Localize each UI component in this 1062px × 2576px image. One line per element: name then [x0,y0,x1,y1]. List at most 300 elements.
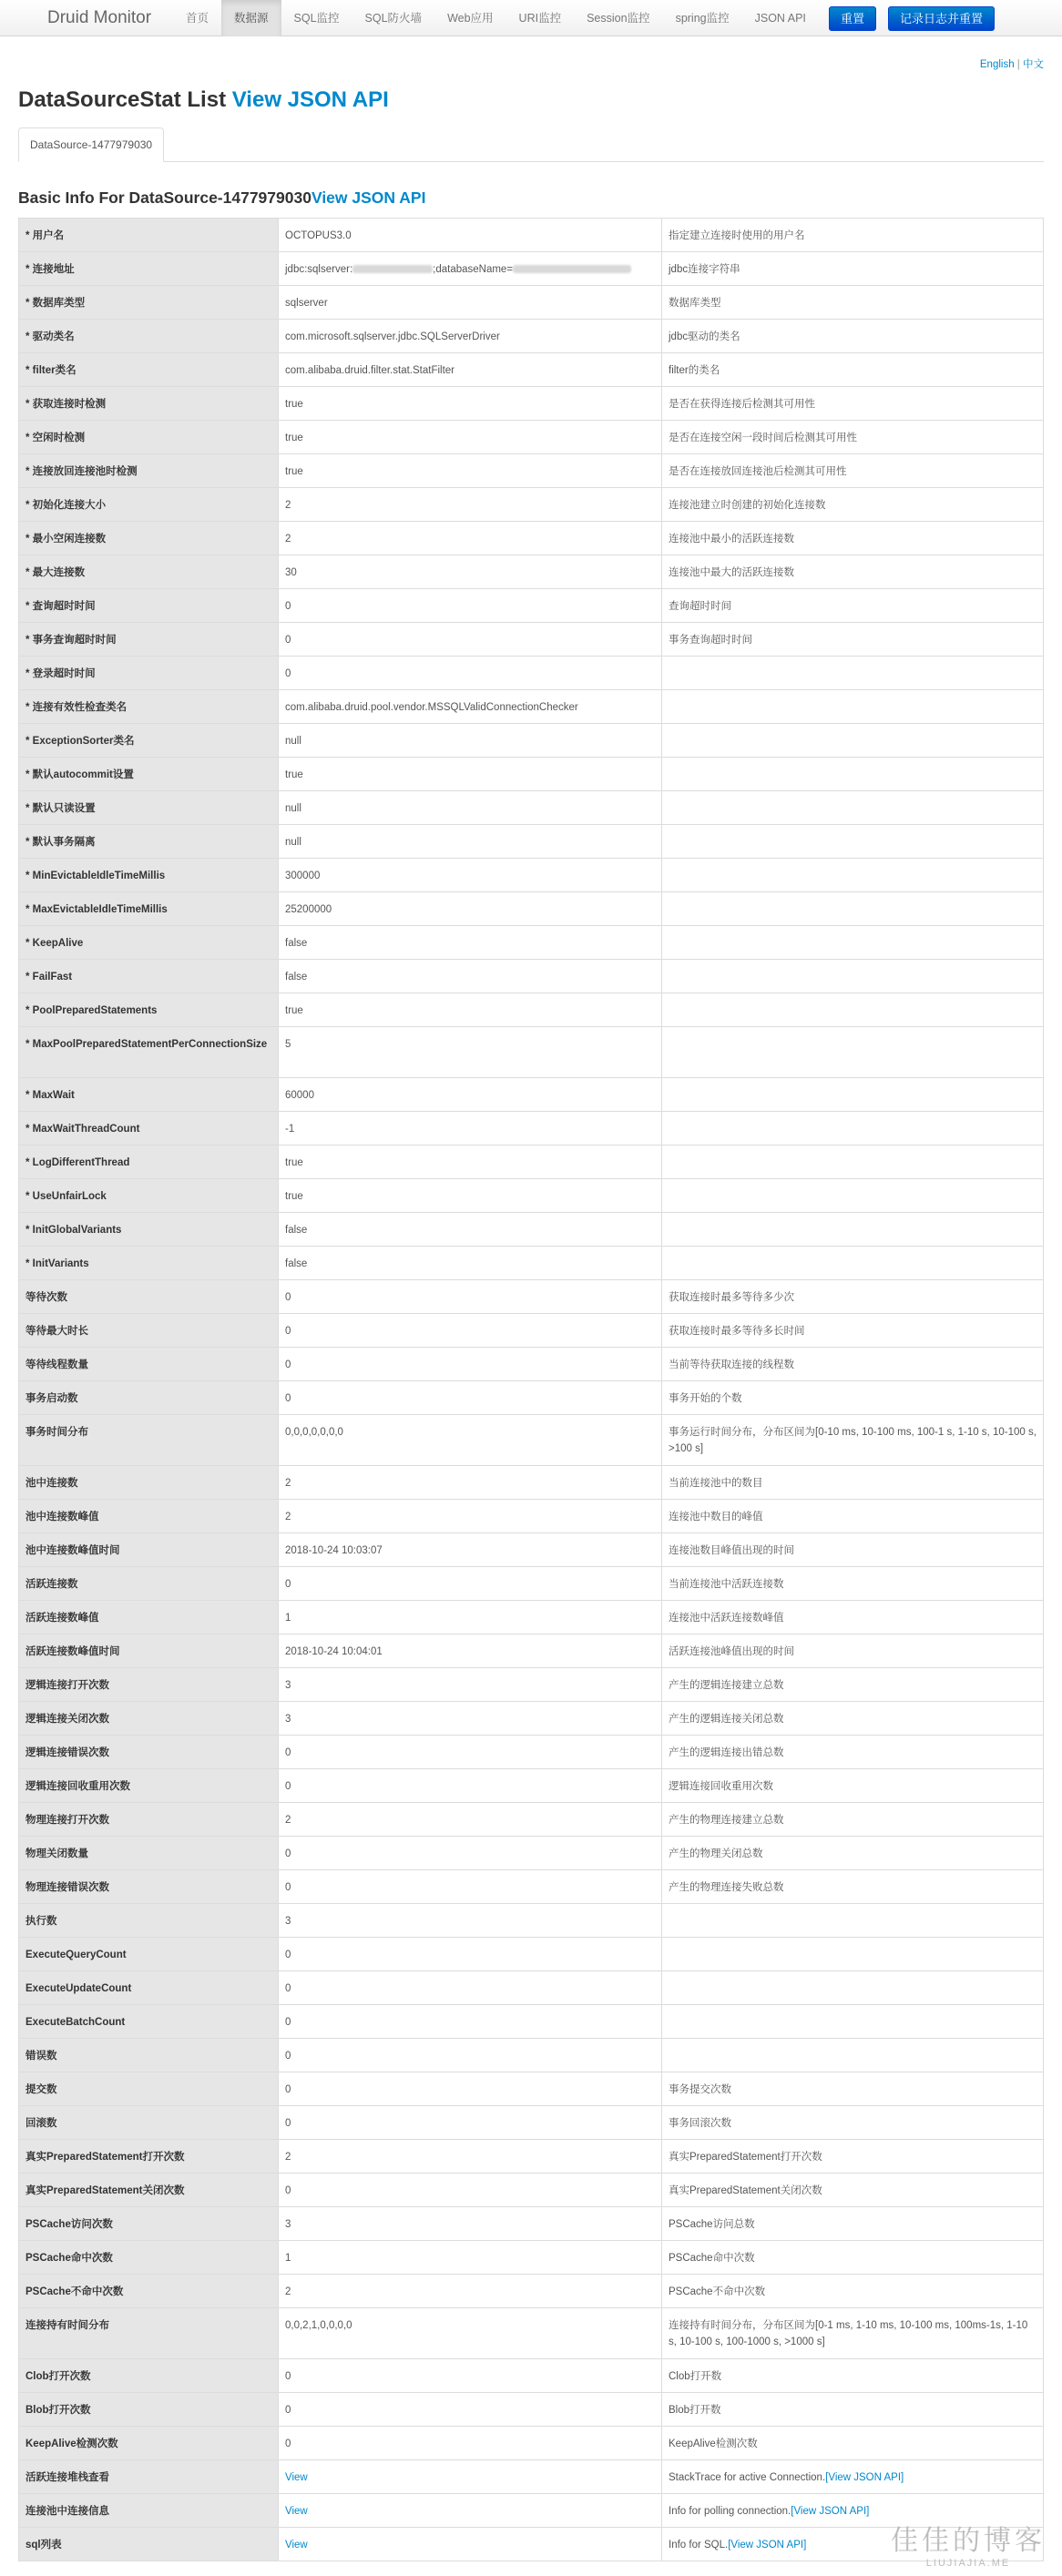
row-key: * FailFast [19,960,279,993]
table-row [19,1466,1044,1500]
table-row [19,1027,1044,1078]
main-nav [173,0,819,36]
row-description: 事务运行时间分布，分布区间为[0-10 ms, 10-100 ms, 100-1 s, 1-10 s, 10-100 s, >100 s] [662,1415,1044,1466]
row-value: 0 [279,2359,662,2393]
row-value: 1 [279,1601,662,1634]
table-row [19,1870,1044,1904]
table-row [19,690,1044,724]
table-row [19,1348,1044,1381]
row-key: * 查询超时时间 [19,589,279,623]
row-key: * MaxPoolPreparedStatementPerConnectionSize [19,1027,279,1078]
row-value: true [279,993,662,1027]
nav-item-4[interactable]: Web应用 [447,12,494,25]
row-value: 25200000 [279,892,662,926]
row-key: 活跃连接数峰值时间 [19,1634,279,1668]
row-key: Blob打开次数 [19,2393,279,2427]
row-value: true [279,454,662,488]
row-key: * 获取连接时检测 [19,387,279,421]
table-row [19,724,1044,758]
row-description: Blob打开数 [662,2393,1044,2427]
row-value [279,2460,662,2494]
row-description: 逻辑连接回收重用次数 [662,1769,1044,1803]
desc-text: Info for polling connection. [669,2506,791,2517]
table-row [19,522,1044,555]
view-link[interactable]: View [285,2540,308,2551]
row-value: false [279,1213,662,1247]
row-value: 30 [279,555,662,589]
row-key: * KeepAlive [19,926,279,960]
table-row [19,2241,1044,2275]
row-key: 逻辑连接关闭次数 [19,1702,279,1736]
row-description: 产生的物理关闭总数 [662,1837,1044,1870]
row-description: jdbc驱动的类名 [662,320,1044,353]
url-prefix: jdbc:sqlserver: [285,264,353,275]
row-description: KeepAlive检测次数 [662,2427,1044,2460]
row-key: * 用户名 [19,219,279,252]
row-key: * filter类名 [19,353,279,387]
row-value: 2 [279,488,662,522]
row-value: null [279,825,662,859]
nav-item-6[interactable]: Session监控 [587,12,650,25]
row-description [662,2460,1044,2494]
row-description [662,657,1044,690]
row-key: 等待线程数量 [19,1348,279,1381]
nav-item-7[interactable]: spring监控 [675,12,730,25]
row-key: 活跃连接数峰值 [19,1601,279,1634]
table-row [19,1381,1044,1415]
row-description: 指定建立连接时使用的用户名 [662,219,1044,252]
row-key: ExecuteUpdateCount [19,1971,279,2005]
row-value: true [279,1179,662,1213]
row-value [279,252,662,286]
row-value: 0,0,0,0,0,0,0 [279,1415,662,1466]
row-description: filter的类名 [662,353,1044,387]
row-value: 2 [279,522,662,555]
row-key: * 登录超时时间 [19,657,279,690]
table-row [19,353,1044,387]
desc-text: Info for SQL. [669,2540,729,2551]
table-row [19,488,1044,522]
tab-datasource[interactable]: DataSource-1477979030 [18,127,164,162]
row-description: 事务开始的个数 [662,1381,1044,1415]
table-row [19,657,1044,690]
row-key: ExecuteQueryCount [19,1938,279,1971]
view-json-api-link[interactable]: View JSON API [231,87,389,112]
row-key: 真实PreparedStatement关闭次数 [19,2174,279,2207]
row-value: 1 [279,2241,662,2275]
row-value: true [279,387,662,421]
row-description: 查询超时时间 [662,589,1044,623]
table-row [19,2174,1044,2207]
row-key: sql列表 [19,2528,279,2561]
table-row [19,454,1044,488]
row-value: 0 [279,1938,662,1971]
row-key: * 默认只读设置 [19,791,279,825]
row-description: 事务查询超时时间 [662,623,1044,657]
row-value: 5 [279,1027,662,1078]
row-description: 产生的逻辑连接关闭总数 [662,1702,1044,1736]
row-description: PSCache访问总数 [662,2207,1044,2241]
row-description [662,690,1044,724]
table-row [19,2072,1044,2106]
row-value: 0 [279,1769,662,1803]
table-row [19,1803,1044,1837]
table-row [19,421,1044,454]
row-key: * MaxWait [19,1078,279,1112]
row-description: 产生的逻辑连接建立总数 [662,1668,1044,1702]
row-key: 提交数 [19,2072,279,2106]
row-value: 0 [279,2427,662,2460]
row-key: 执行数 [19,1904,279,1938]
row-value: 0,0,2,1,0,0,0,0 [279,2308,662,2359]
row-key: * MinEvictableIdleTimeMillis [19,859,279,892]
row-description: 活跃连接池峰值出现的时间 [662,1634,1044,1668]
table-row [19,589,1044,623]
table-row [19,387,1044,421]
row-value: 60000 [279,1078,662,1112]
row-key: 连接持有时间分布 [19,2308,279,2359]
table-row [19,1145,1044,1179]
row-value: 300000 [279,859,662,892]
row-key: * MaxWaitThreadCount [19,1112,279,1145]
row-description: 连接池数目峰值出现的时间 [662,1533,1044,1567]
table-row [19,758,1044,791]
row-key: * ExceptionSorter类名 [19,724,279,758]
row-key: 活跃连接数 [19,1567,279,1601]
table-row [19,1837,1044,1870]
row-key: * 默认事务隔离 [19,825,279,859]
row-value: 0 [279,2106,662,2140]
row-description: 当前连接池中的数目 [662,1466,1044,1500]
row-key: 事务时间分布 [19,1415,279,1466]
row-value: false [279,1247,662,1280]
table-row [19,555,1044,589]
row-description: 产生的物理连接建立总数 [662,1803,1044,1837]
row-value: 2 [279,1500,662,1533]
row-description [662,1027,1044,1078]
table-row [19,892,1044,926]
row-description [662,1078,1044,1112]
row-key: * MaxEvictableIdleTimeMillis [19,892,279,926]
row-key: 池中连接数峰值时间 [19,1533,279,1567]
row-value: -1 [279,1112,662,1145]
table-row [19,2106,1044,2140]
row-description [662,1213,1044,1247]
row-value: 0 [279,2174,662,2207]
row-description: 连接池中最大的活跃连接数 [662,555,1044,589]
log-and-reset-button[interactable]: 记录日志并重置 [888,6,995,31]
row-value: 3 [279,1668,662,1702]
row-key: 池中连接数峰值 [19,1500,279,1533]
row-key: KeepAlive检测次数 [19,2427,279,2460]
row-description [662,724,1044,758]
row-json-api-link[interactable]: [View JSON API] [791,2506,870,2517]
row-key: * 初始化连接大小 [19,488,279,522]
row-value: 0 [279,2039,662,2072]
lang-chinese-link[interactable]: 中文 [1023,59,1044,70]
table-row [19,219,1044,252]
row-key: PSCache命中次数 [19,2241,279,2275]
row-description [662,1247,1044,1280]
row-description [662,993,1044,1027]
row-key: 逻辑连接错误次数 [19,1736,279,1769]
row-description: 连接池中最小的活跃连接数 [662,522,1044,555]
row-description: 连接池中活跃连接数峰值 [662,1601,1044,1634]
row-key: * 最小空闲连接数 [19,522,279,555]
row-description [662,758,1044,791]
row-description [662,960,1044,993]
row-value: 0 [279,1280,662,1314]
row-value: 2 [279,2275,662,2308]
table-row [19,2359,1044,2393]
table-row [19,993,1044,1027]
table-row [19,2460,1044,2494]
row-value: 2 [279,2140,662,2174]
table-row [19,1702,1044,1736]
language-switcher [980,56,1044,71]
row-value: 2 [279,1466,662,1500]
row-key: 等待次数 [19,1280,279,1314]
row-description: 获取连接时最多等待多长时间 [662,1314,1044,1348]
row-value: 0 [279,1971,662,2005]
row-description: 当前等待获取连接的线程数 [662,1348,1044,1381]
table-row [19,1247,1044,1280]
row-key: PSCache不命中次数 [19,2275,279,2308]
row-value: 0 [279,1314,662,1348]
row-value [279,2494,662,2528]
table-row [19,1634,1044,1668]
row-json-api-link[interactable]: [View JSON API] [825,2472,904,2483]
row-description [662,1904,1044,1938]
row-value: false [279,960,662,993]
row-value: 0 [279,1837,662,1870]
row-key: 错误数 [19,2039,279,2072]
row-value: true [279,1145,662,1179]
row-json-api-link[interactable]: [View JSON API] [728,2540,807,2551]
table-row [19,1415,1044,1466]
nav-item-5[interactable]: URI监控 [518,12,562,25]
table-row [19,1179,1044,1213]
row-value: 0 [279,589,662,623]
row-key: * InitGlobalVariants [19,1213,279,1247]
table-row [19,825,1044,859]
row-description: 产生的物理连接失败总数 [662,1870,1044,1904]
lang-separator: | [1016,59,1020,70]
row-key: * 最大连接数 [19,555,279,589]
row-value: null [279,791,662,825]
table-row [19,1769,1044,1803]
table-row [19,1500,1044,1533]
row-description [662,1938,1044,1971]
table-row [19,1938,1044,1971]
row-value: 0 [279,1567,662,1601]
row-description: 当前连接池中活跃连接数 [662,1567,1044,1601]
row-description [662,892,1044,926]
page-title [18,87,389,114]
row-description [662,825,1044,859]
table-row [19,791,1044,825]
row-description [662,1112,1044,1145]
row-description: 真实PreparedStatement打开次数 [662,2140,1044,2174]
row-description [662,1179,1044,1213]
table-row [19,1112,1044,1145]
table-row [19,1567,1044,1601]
table-row [19,2427,1044,2460]
row-key: 逻辑连接打开次数 [19,1668,279,1702]
table-row [19,623,1044,657]
row-key: * 事务查询超时时间 [19,623,279,657]
page-title-text: DataSourceStat List [18,87,232,112]
row-value: true [279,421,662,454]
table-row [19,1213,1044,1247]
view-link[interactable]: View [285,2506,308,2517]
row-value: 0 [279,623,662,657]
row-description: 连接池建立时创建的初始化连接数 [662,488,1044,522]
view-link[interactable]: View [285,2472,308,2483]
nav-item-2[interactable]: SQL监控 [293,12,340,25]
basic-info-table [18,218,1044,2561]
row-key: 回滚数 [19,2106,279,2140]
section-json-api-link[interactable]: View JSON API [311,188,426,207]
lang-english-link[interactable]: English [979,59,1015,70]
table-row [19,1668,1044,1702]
row-key: 物理关闭数量 [19,1837,279,1870]
row-key: * 数据库类型 [19,286,279,320]
row-key: 池中连接数 [19,1466,279,1500]
row-value: 2 [279,1803,662,1837]
row-description: 连接池中数目的峰值 [662,1500,1044,1533]
row-value: 3 [279,1904,662,1938]
table-row [19,2393,1044,2427]
table-row [19,2275,1044,2308]
table-row [19,1971,1044,2005]
row-description: 获取连接时最多等待多少次 [662,1280,1044,1314]
row-description [662,791,1044,825]
row-value: 3 [279,2207,662,2241]
row-key: PSCache访问次数 [19,2207,279,2241]
nav-item-1[interactable]: 数据源 [221,0,281,36]
watermark-url: LIUJIAJIA.ME [925,2558,1011,2569]
row-value: 0 [279,1381,662,1415]
row-description: 是否在获得连接后检测其可用性 [662,387,1044,421]
row-key: ExecuteBatchCount [19,2005,279,2039]
table-row [19,1533,1044,1567]
table-row [19,252,1044,286]
nav-item-3[interactable]: SQL防火墙 [364,12,423,25]
row-key: 事务启动数 [19,1381,279,1415]
row-key: * InitVariants [19,1247,279,1280]
brand-title[interactable]: Druid Monitor [47,8,152,27]
row-key: * LogDifferentThread [19,1145,279,1179]
redacted-database [513,265,631,273]
row-key: 等待最大时长 [19,1314,279,1348]
row-description: 连接持有时间分布，分布区间为[0-1 ms, 1-10 ms, 10-100 ms, 100ms-1s, 1-10 s, 10-100 s, 100-1000 s, >1000 s] [662,2308,1044,2359]
row-value: com.alibaba.druid.pool.vendor.MSSQLValidConnectionChecker [279,690,662,724]
table-row [19,2140,1044,2174]
row-description: PSCache命中次数 [662,2241,1044,2275]
row-value: sqlserver [279,286,662,320]
table-row [19,286,1044,320]
row-value: 0 [279,2072,662,2106]
row-description: 数据库类型 [662,286,1044,320]
row-description [662,926,1044,960]
row-value: 0 [279,2393,662,2427]
table-row [19,320,1044,353]
row-description: Clob打开数 [662,2359,1044,2393]
table-row [19,1601,1044,1634]
table-row [19,2494,1044,2528]
row-key: * 空闲时检测 [19,421,279,454]
row-description [662,2039,1044,2072]
row-value: null [279,724,662,758]
row-key: 活跃连接堆栈查看 [19,2460,279,2494]
table-row [19,2528,1044,2561]
row-value [279,2528,662,2561]
table-row [19,2039,1044,2072]
row-description: 事务提交次数 [662,2072,1044,2106]
row-value: 2018-10-24 10:04:01 [279,1634,662,1668]
row-description [662,859,1044,892]
row-description: 事务回滚次数 [662,2106,1044,2140]
row-key: 逻辑连接回收重用次数 [19,1769,279,1803]
row-description: 是否在连接空闲一段时间后检测其可用性 [662,421,1044,454]
table-row [19,1078,1044,1112]
row-description [662,2005,1044,2039]
desc-text: StackTrace for active Connection. [669,2472,826,2483]
row-key: * 连接有效性检查类名 [19,690,279,724]
reset-button[interactable]: 重置 [829,6,876,31]
row-value: 0 [279,2005,662,2039]
section-title [18,187,425,209]
nav-item-8[interactable]: JSON API [754,12,806,25]
row-value: 0 [279,657,662,690]
row-description: 是否在连接放回连接池后检测其可用性 [662,454,1044,488]
table-row [19,859,1044,892]
section-title-text: Basic Info For DataSource-1477979030 [18,188,311,207]
row-value: 0 [279,1870,662,1904]
table-row [19,1280,1044,1314]
nav-item-0[interactable]: 首页 [186,12,209,25]
datasource-tabs [18,127,1044,162]
redacted-host [352,265,433,273]
row-value: OCTOPUS3.0 [279,219,662,252]
blog-watermark [891,2518,1046,2569]
table-row [19,2207,1044,2241]
table-row [19,1736,1044,1769]
watermark-title: 佳佳的博客 [891,2525,1046,2557]
row-key: * UseUnfairLock [19,1179,279,1213]
row-key: 真实PreparedStatement打开次数 [19,2140,279,2174]
row-value: 2018-10-24 10:03:07 [279,1533,662,1567]
row-description: 真实PreparedStatement关闭次数 [662,2174,1044,2207]
row-value: 3 [279,1702,662,1736]
table-row [19,1314,1044,1348]
table-row [19,2308,1044,2359]
row-value: com.alibaba.druid.filter.stat.StatFilter [279,353,662,387]
row-value: 0 [279,1348,662,1381]
table-row [19,2005,1044,2039]
url-db-param: ;databaseName= [433,264,514,275]
row-key: * PoolPreparedStatements [19,993,279,1027]
row-key: * 驱动类名 [19,320,279,353]
row-key: Clob打开次数 [19,2359,279,2393]
table-row [19,926,1044,960]
row-key: 物理连接错误次数 [19,1870,279,1904]
top-navbar [0,0,1062,36]
row-key: 物理连接打开次数 [19,1803,279,1837]
row-key: 连接池中连接信息 [19,2494,279,2528]
row-value: true [279,758,662,791]
